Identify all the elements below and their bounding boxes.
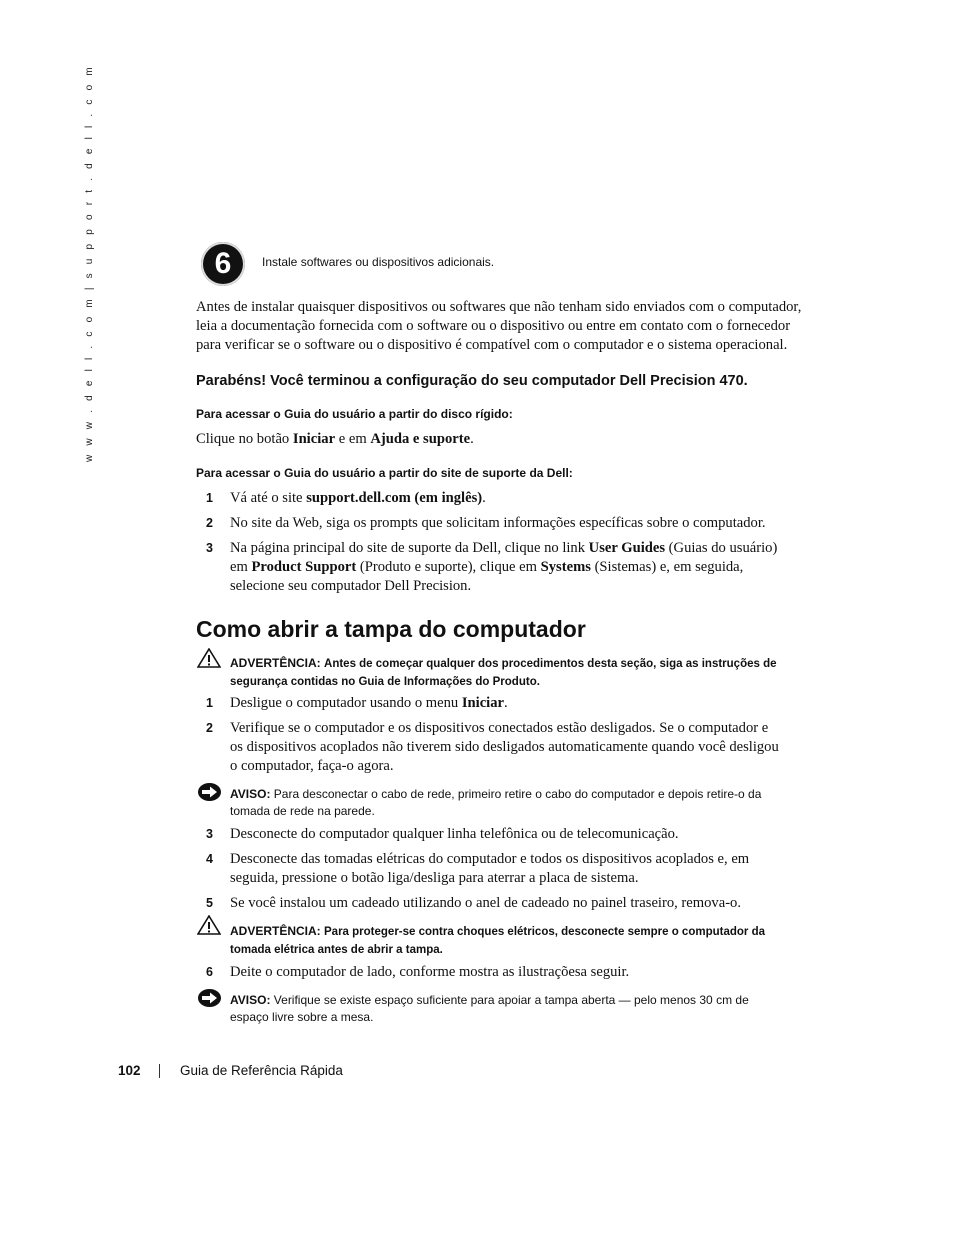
notice-1 (230, 786, 810, 820)
text: (Sistemas) e, em seguida, (590, 559, 744, 575)
step-2 (230, 719, 820, 776)
warning-1 (230, 655, 810, 691)
step-number: 3 (206, 827, 213, 841)
intro-paragraph (196, 298, 816, 355)
site-step-3 (230, 539, 820, 596)
site-heading: Para acessar o Guia do usuário a partir do site de suporte da Dell: (196, 466, 573, 480)
side-url: w w w . d e l l . c o m | s u p p o r t . d e l l . c o m (84, 64, 95, 462)
start-menu-ref: Iniciar (292, 431, 336, 447)
notice-label: AVISO: (230, 787, 271, 801)
step-6: Deite o computador de lado, conforme mostra as ilustraçõesa seguir. (230, 964, 630, 980)
support-link[interactable]: support.dell.com (em inglês) (306, 490, 483, 506)
user-guides-ref: User Guides (588, 540, 666, 556)
text: Clique no botão (196, 431, 293, 447)
systems-ref: Systems (540, 559, 591, 575)
text: Para proteger-se contra choques elétricos, desconecte sempre o computador da (324, 926, 765, 938)
text: (Produto e suporte), clique em (356, 559, 541, 575)
warning-label: ADVERTÊNCIA: (230, 656, 321, 670)
warning-label: ADVERTÊNCIA: (230, 924, 321, 938)
site-step-2: No site da Web, siga os prompts que solicitam informações específicas sobre o computador. (230, 515, 766, 531)
text: em (230, 559, 252, 575)
text: Para desconectar o cabo de rede, primeiro retire o cabo do computador e depois retire-o da (273, 787, 762, 801)
notice-2 (230, 992, 810, 1026)
step-number: 6 (206, 965, 213, 979)
step-number: 5 (206, 896, 213, 910)
warning-icon (197, 915, 221, 935)
text: os dispositivos acoplados não tiverem sido desligados automaticamente quando você desligou (230, 739, 779, 755)
text: espaço livre sobre a mesa. (230, 1010, 374, 1024)
start-menu-ref: Iniciar (461, 695, 505, 711)
text: segurança contidas no Guia de Informações do Produto. (230, 676, 540, 688)
text: e em (335, 431, 371, 447)
text: tomada elétrica antes de abrir a tampa. (230, 944, 443, 956)
step-number: 1 (206, 491, 213, 505)
warning-icon (197, 648, 221, 668)
product-support-ref: Product Support (251, 559, 357, 575)
step-number: 2 (206, 516, 213, 530)
text: . (482, 490, 486, 506)
intro-line: leia a documentação fornecida com o software ou o dispositivo ou entre em contato com o fornecedor (196, 318, 791, 334)
notice-icon (197, 782, 222, 802)
step-number: 2 (206, 721, 213, 735)
step-6-text: Instale softwares ou dispositivos adicionais. (262, 255, 495, 269)
section-title: Como abrir a tampa do computador (196, 616, 586, 642)
site-step-1 (230, 489, 820, 508)
text: seguida, pressione o botão liga/desliga para aterrar a placa de sistema. (230, 870, 639, 886)
step-5: Se você instalou um cadeado utilizando o anel de cadeado no painel traseiro, remova-o. (230, 895, 741, 911)
step-3: Desconecte do computador qualquer linha telefônica ou de telecomunicação. (230, 826, 679, 842)
congrats-heading: Parabéns! Você terminou a configuração do seu computador Dell Precision 470. (196, 373, 748, 389)
text: selecione seu computador Dell Precision. (230, 578, 472, 594)
text: Desconecte das tomadas elétricas do computador e todos os dispositivos acoplados e, em (230, 851, 750, 867)
intro-line: para verificar se o software ou o dispositivo é compatível com o computador e o sistema operacional. (196, 337, 788, 353)
text: Vá até o site (230, 490, 307, 506)
text: Antes de começar qualquer dos procedimentos desta seção, siga as instruções de (324, 658, 777, 670)
step-1 (230, 694, 820, 713)
text: o computador, faça-o agora. (230, 758, 394, 774)
warning-2 (230, 923, 810, 959)
notice-label: AVISO: (230, 993, 271, 1007)
text: Desligue o computador usando o menu (230, 695, 462, 711)
footer-divider (159, 1064, 160, 1078)
text: Verifique se o computador e os dispositivos conectados estão desligados. Se o computador e (230, 720, 769, 736)
help-support-ref: Ajuda e suporte (370, 431, 471, 447)
footer-title: Guia de Referência Rápida (180, 1063, 343, 1078)
step-number: 1 (206, 696, 213, 710)
notice-icon (197, 988, 222, 1008)
step-4 (230, 850, 820, 888)
step-6-badge: 6 (201, 242, 245, 286)
disk-heading: Para acessar o Guia do usuário a partir do disco rígido: (196, 407, 513, 421)
text: (Guias do usuário) (665, 540, 778, 556)
text: . (470, 431, 474, 447)
intro-line: Antes de instalar quaisquer dispositivos ou softwares que não tenham sido enviados com o computador, (196, 299, 802, 315)
step-number: 4 (206, 852, 213, 866)
text: tomada de rede na parede. (230, 804, 375, 818)
page-number: 102 (118, 1063, 141, 1078)
text: Verifique se existe espaço suficiente para apoiar a tampa aberta — pelo menos 30 cm de (273, 993, 749, 1007)
disk-text (196, 430, 474, 449)
text: . (504, 695, 508, 711)
step-number: 3 (206, 541, 213, 555)
text: Na página principal do site de suporte da Dell, clique no link (230, 540, 589, 556)
